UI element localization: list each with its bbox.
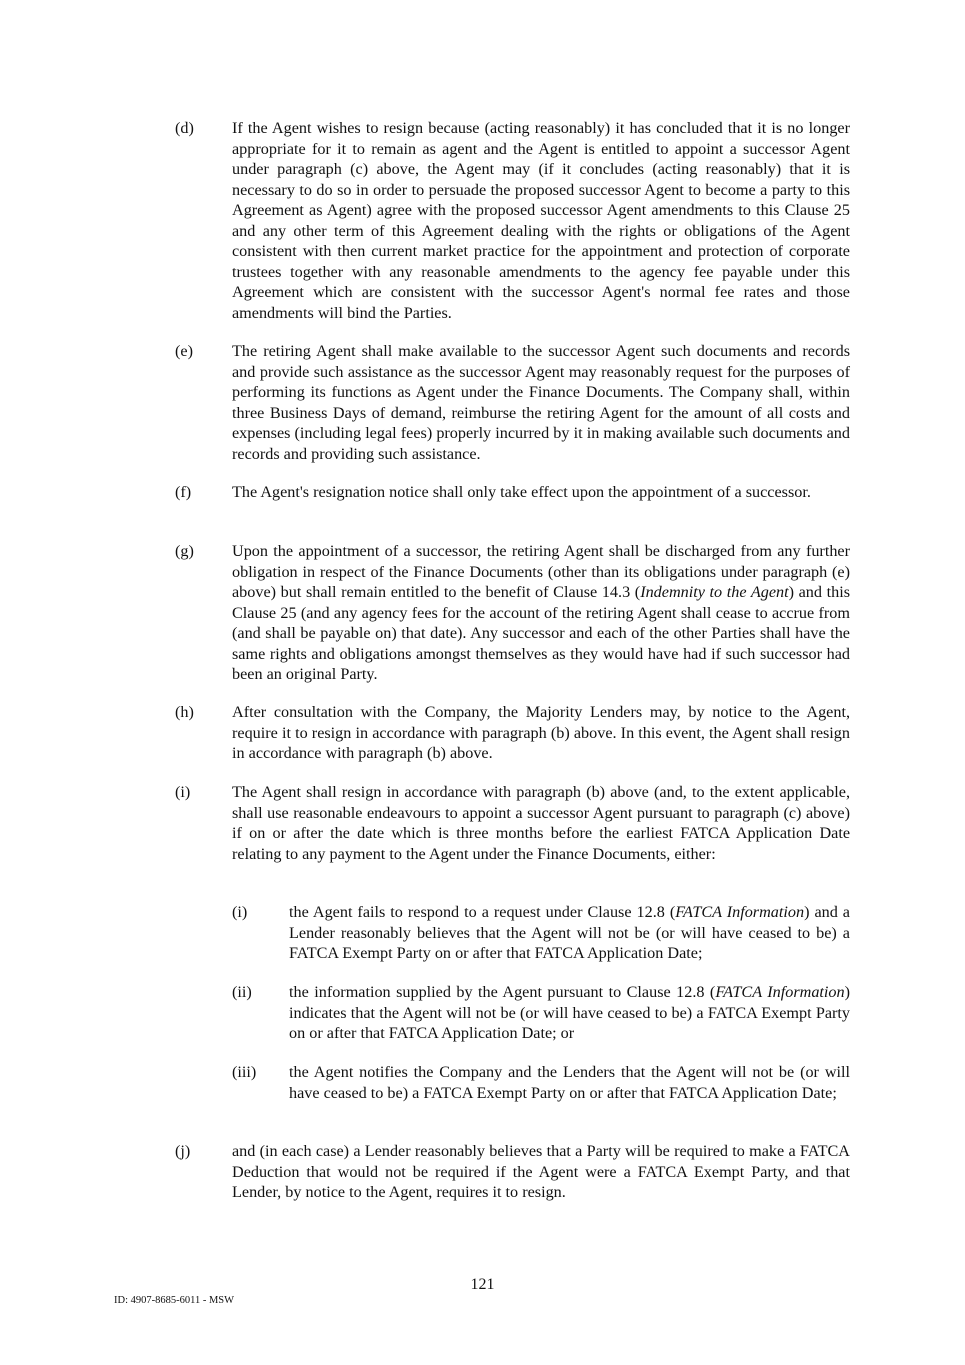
paragraph-text: The Agent's resignation notice shall only take effect upon the appointment of a successor. <box>232 483 811 501</box>
clause-title-italic: FATCA Information <box>715 983 845 1001</box>
paragraph-j <box>175 1141 850 1203</box>
paragraph-h <box>175 702 850 764</box>
paragraph-text: If the Agent wishes to resign because (acting reasonably) it has concluded that it is no longer appropriate for it to remain as agent and the Agent is entitled to appoint a successor Agent under paragraph (c) above, the Agent may (if it concludes (acting reasonably) that it is necessary to do so in order to persuade the proposed successor Agent to become a party to this Agreement as Agent) agree with the proposed successor Agent amendments to this Clause 25 and any other term of this Agreement dealing with the rights or obligations of the Agent consistent with then current market practice for the appointment and protection of corporate trustees together with any reasonable amendments to the agency fee payable under this Agreement which are consistent with the successor Agent's normal fee rates and those amendments will bind the Parties. <box>232 119 850 322</box>
subparagraph-label: (ii) <box>232 983 252 1001</box>
subparagraph-text: the Agent fails to respond to a request under Clause 12.8 (FATCA Information) and a Lender reasonably believes that the Agent will not be (or will have ceased to be) a FATCA Exempt Party on or after that FATCA Application Date; <box>289 903 850 962</box>
paragraph-f <box>175 482 850 503</box>
paragraph-text: The Agent shall resign in accordance with paragraph (b) above (and, to the extent applicable, shall use reasonable endeavours to appoint a successor Agent pursuant to paragraph (c) above) if on or after the date which is three months before the earliest FATCA Application Date relating to any payment to the Agent under the Finance Documents, either: <box>232 783 850 863</box>
paragraph-text: The retiring Agent shall make available to the successor Agent such documents and records and provide such assistance as the successor Agent may reasonably request for the purposes of performing its functions as Agent under the Finance Documents. The Company shall, within three Business Days of demand, reimburse the retiring Agent for the amount of all costs and expenses (including legal fees) properly incurred by it in making available such documents and records and providing such assistance. <box>232 342 850 463</box>
paragraph-label: (h) <box>175 703 194 721</box>
subparagraph-text: the Agent notifies the Company and the Lenders that the Agent will not be (or will have ceased to be) a FATCA Exempt Party on or after that FATCA Application Date; <box>289 1063 850 1102</box>
paragraph-label: (f) <box>175 483 192 501</box>
subparagraph-text: the information supplied by the Agent pursuant to Clause 12.8 (FATCA Information) indicates that the Agent will not be (or will have ceased to be) a FATCA Exempt Party on or after that FATCA Application Date; or <box>289 983 850 1042</box>
paragraph-label: (e) <box>175 342 193 360</box>
paragraph-e <box>175 341 850 464</box>
clause-title-italic: Indemnity to the Agent <box>640 583 789 601</box>
subparagraph-label: (iii) <box>232 1063 257 1081</box>
subparagraph-i-ii <box>232 982 850 1044</box>
paragraph-i <box>175 782 850 864</box>
subparagraph-i-iii <box>232 1062 850 1103</box>
paragraph-label: (g) <box>175 542 194 560</box>
subparagraph-label: (i) <box>232 903 248 921</box>
paragraph-text: After consultation with the Company, the Majority Lenders may, by notice to the Agent, require it to resign in accordance with paragraph (b) above. In this event, the Agent shall resign in accordance with paragraph (b) above. <box>232 703 850 762</box>
paragraph-d <box>175 118 850 323</box>
clause-title-italic: FATCA Information <box>675 903 805 921</box>
subparagraph-i-i <box>232 902 850 964</box>
paragraph-label: (d) <box>175 119 194 137</box>
paragraph-text: Upon the appointment of a successor, the retiring Agent shall be discharged from any further obligation in respect of the Finance Documents (other than its obligations under paragraph (e) above) but shall remain entitled to the benefit of Clause 14.3 (Indemnity to the Agent) and this Clause 25 (and any agency fees for the account of the retiring Agent shall cease to accrue from (and shall be payable on) that date). Any successor and each of the other Parties shall have the same rights and obligations amongst themselves as they would have had if such successor had been an original Party. <box>232 542 851 683</box>
paragraph-label: (j) <box>175 1142 191 1160</box>
document-id: ID: 4907-8685-6011 - MSW <box>114 1295 235 1306</box>
paragraph-g <box>175 541 850 685</box>
page-number: 121 <box>470 1276 495 1293</box>
paragraph-label: (i) <box>175 783 191 801</box>
paragraph-text: and (in each case) a Lender reasonably believes that a Party will be required to make a FATCA Deduction that would not be required if the Agent were a FATCA Exempt Party, and that Lender, by notice to the Agent, requires it to resign. <box>232 1142 850 1201</box>
